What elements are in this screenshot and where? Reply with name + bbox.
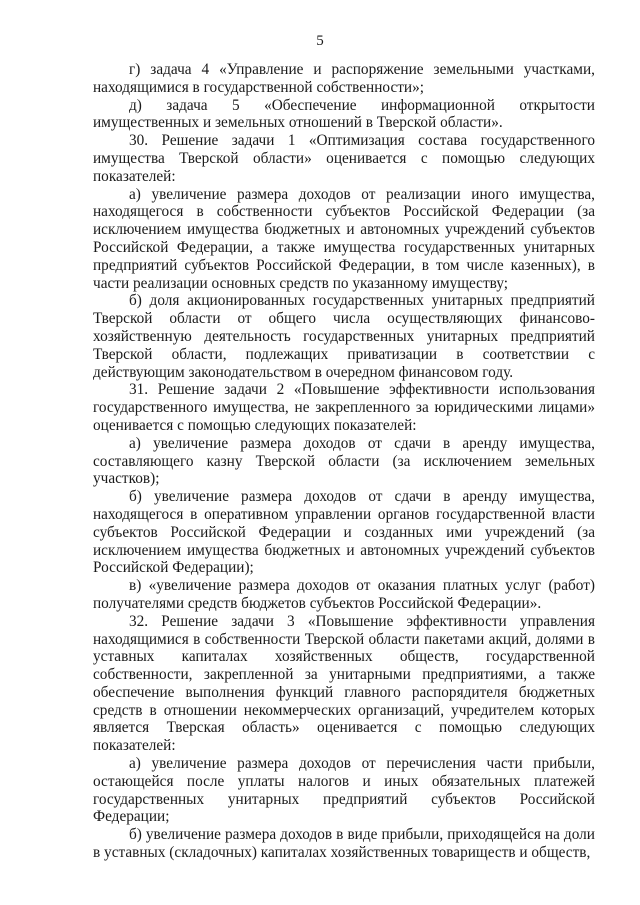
paragraph-item-31-b: б) увеличение размера доходов от сдачи в аренду имущества, находящегося в оперативном управлении органов государственной власти субъектов Российской Федерации и созданных ими учреждений (за исключением имущества бюджетных и автономных учреждений субъектов Российской Федерации); [93, 488, 595, 577]
document-body [93, 61, 595, 862]
paragraph-item-31-v: в) «увеличение размера доходов от оказания платных услуг (работ) получателями средств бюджетов субъектов Российской Федерации». [93, 577, 595, 612]
page-number: 5 [316, 33, 324, 49]
paragraph-item-32-a: а) увеличение размера доходов от перечисления части прибыли, остающейся после уплаты налогов и иных обязательных платежей государственных унитарных предприятий субъектов Российской Федерации; [93, 755, 595, 826]
paragraph-item-32: 32. Решение задачи 3 «Повышение эффективности управления находящимися в собственности Тверской области пакетами акций, долями в уставных капиталах хозяйственных обществ, государственной собственности, закрепленной за унитарными предприятиями, а также обеспечение выполнения функций главного распорядителя бюджетных средств в отношении некоммерческих организаций, учредителем которых является Тверская область» оценивается с помощью следующих показателей: [93, 612, 595, 755]
paragraph-item-31: 31. Решение задачи 2 «Повышение эффективности использования государственного имущества, не закрепленного за юридическими лицами» оценивается с помощью следующих показателей: [93, 381, 595, 434]
paragraph-item-31-a: а) увеличение размера доходов от сдачи в аренду имущества, составляющего казну Тверской области (за исключением земельных участков); [93, 434, 595, 488]
paragraph-item-30: 30. Решение задачи 1 «Оптимизация состава государственного имущества Тверской области» оценивается с помощью следующих показателей: [93, 132, 595, 185]
paragraph-task-4: г) задача 4 «Управление и распоряжение земельными участками, находящимися в государственной собственности»; [93, 61, 595, 96]
paragraph-item-32-b: б) увеличение размера доходов в виде прибыли, приходящейся на доли в уставных (складочных) капиталах хозяйственных товариществ и обществ, [93, 826, 595, 862]
paragraph-task-5: д) задача 5 «Обеспечение информационной открытости имущественных и земельных отношений в Тверской области». [93, 96, 595, 132]
paragraph-item-30-a: а) увеличение размера доходов от реализации иного имущества, находящегося в собственности субъектов Российской Федерации (за исключением имущества бюджетных и автономных учреждений субъектов Российской Федерации, а также имущества государственных унитарных предприятий субъектов Российской Федерации, в том числе казенных), в части реализации основных средств по указанному имуществу; [93, 185, 595, 292]
paragraph-item-30-b: б) доля акционированных государственных унитарных предприятий Тверской области от общего числа осуществляющих финансово-хозяйственную деятельность государственных унитарных предприятий Тверской области, подлежащих приватизации в соответствии с действующим законодательством в очередном финансовом году. [93, 292, 595, 381]
